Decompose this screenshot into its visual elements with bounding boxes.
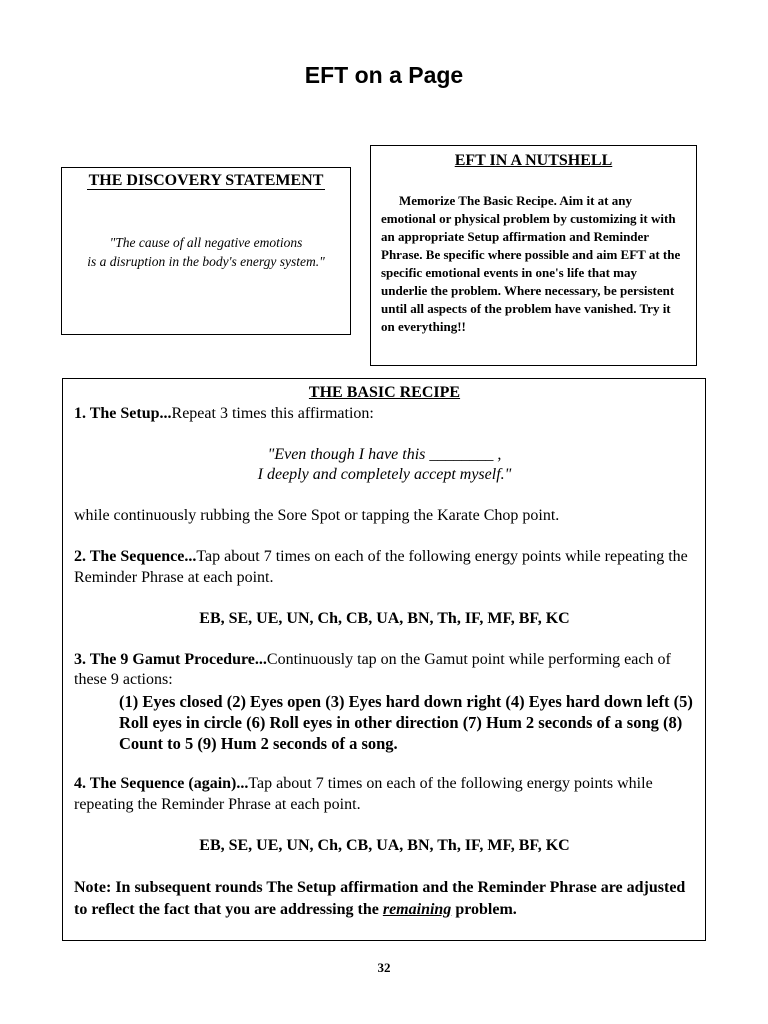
nutshell-text: Memorize The Basic Recipe. Aim it at any emotional or physical problem by customizing it with an appropriate Setup affirmation and Reminder Phrase. Be specific where possible and aim EFT at the specific emotional events in one's life that may underlie the problem. Where necessary, be persistent until all aspects of the problem have vanished. Try it on everything!! (381, 193, 681, 334)
discovery-quote-line: "The cause of all negative emotions (109, 235, 303, 250)
basic-recipe-box (62, 378, 706, 941)
discovery-quote (62, 233, 350, 271)
nutshell-heading: EFT IN A NUTSHELL (454, 152, 613, 169)
setup-instruction: while continuously rubbing the Sore Spot or tapping the Karate Chop point. (74, 507, 560, 524)
energy-points-list-again: EB, SE, UE, UN, Ch, CB, UA, BN, Th, IF, MF, BF, KC (199, 836, 570, 854)
step-sequence-again: 4. The Sequence (again)...Tap about 7 times on each of the following energy points while repeating the Reminder Phrase at each point. (74, 775, 653, 813)
gamut-actions: (1) Eyes closed (2) Eyes open (3) Eyes hard down right (4) Eyes hard down left (5) Roll eyes in circle (6) Roll eyes in other direction (7) Hum 2 seconds of a song (8) Count to 5 (9) Hum 2 seconds of a song. (119, 691, 693, 753)
discovery-heading: THE DISCOVERY STATEMENT (88, 172, 324, 189)
step-sequence: 2. The Sequence...Tap about 7 times on each of the following energy points while repeating the Reminder Phrase at each point. (74, 548, 688, 586)
recipe-note: Note: In subsequent rounds The Setup affirmation and the Reminder Phrase are adjusted to reflect the fact that you are addressing the remaining problem. (74, 878, 686, 918)
setup-affirmation: "Even though I have this ________ , I deeply and completely accept myself." (257, 445, 512, 483)
step-setup: 1. The Setup...Repeat 3 times this affirmation: (74, 404, 374, 422)
eft-nutshell-box (370, 145, 697, 366)
page-title: EFT on a Page (304, 62, 464, 88)
page-number: 32 (377, 960, 391, 975)
step-gamut: 3. The 9 Gamut Procedure...Continuously tap on the Gamut point while performing each of these 9 actions: (74, 650, 671, 688)
discovery-quote-line: is a disruption in the body's energy system." (87, 254, 325, 269)
energy-points-list: EB, SE, UE, UN, Ch, CB, UA, BN, Th, IF, MF, BF, KC (199, 609, 570, 627)
recipe-heading: THE BASIC RECIPE (308, 384, 461, 401)
discovery-statement-box (61, 167, 351, 335)
